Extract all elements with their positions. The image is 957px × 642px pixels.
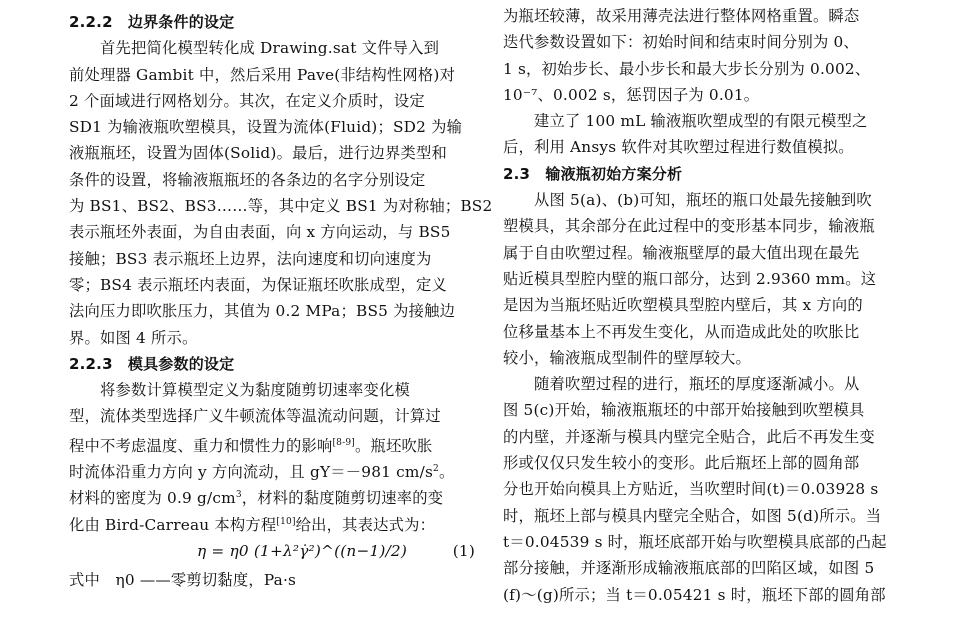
paragraph-line: 法向压力即吹胀压力，其值为 0.2 MPa；BS5 为接触边	[69, 302, 456, 321]
right-column	[503, 3, 925, 608]
paragraph-line: 随着吹塑过程的进行，瓶坯的厚度逐渐减小。从	[534, 375, 860, 394]
equation-number: (1)	[452, 541, 475, 560]
paragraph-line: 是因为当瓶坯贴近吹塑模具型腔内壁后，其 x 方向的	[503, 296, 863, 315]
paragraph-line: 表示瓶坯外表面，为自由表面，向 x 方向运动，与 BS5	[69, 223, 451, 242]
paragraph-line: 建立了 100 mL 输液瓶吹塑成型的有限元模型之	[534, 112, 868, 131]
equation-1	[69, 535, 481, 567]
text-segment: 给出，其表达式为：	[295, 515, 436, 534]
paragraph-line: 的内壁，并逐渐与模具内壁完全贴合，此后不再发生变	[503, 427, 875, 446]
text-segment: 时流体沿重力方向 y 方向流动，且 gY＝－981 cm/s	[69, 463, 434, 482]
section-heading-2-2-2: 2.2.2 边界条件的设定	[69, 13, 235, 31]
paragraph-line: 型，流体类型选择广义牛顿流体等温流动问题，计算过	[69, 407, 441, 426]
paragraph-line	[69, 430, 481, 456]
paragraph-line: 为 BS1、BS2、BS3……等，其中定义 BS1 为对称轴；BS2	[69, 197, 493, 216]
text-segment: 。瓶坯吹胀	[354, 436, 433, 455]
paragraph-line: (f)～(g)所示；当 t＝0.05421 s 时，瓶坯下部的圆角部	[503, 585, 886, 604]
paragraph-line: 零；BS4 表示瓶坯内表面，为保证瓶坯吹胀成型，定义	[69, 275, 448, 294]
section-heading-2-2-3: 2.2.3 模具参数的设定	[69, 354, 235, 373]
paragraph-line: 1 s，初始步长、最小步长和最大步长分别为 0.002、	[503, 59, 871, 78]
superscript: 2	[433, 464, 439, 475]
paragraph-line: SD1 为输液瓶吹塑模具，设置为流体(Fluid)；SD2 为输	[69, 118, 463, 137]
paragraph-line: 接触；BS3 表示瓶坯上边界，法向速度和切向速度为	[69, 249, 432, 268]
paragraph-line: 2 个面域进行网格划分。其次，在定义介质时，设定	[69, 91, 425, 110]
superscript: 3	[235, 490, 242, 501]
paragraph-line: 液瓶瓶坯，设置为固体(Solid)。最后，进行边界类型和	[69, 144, 448, 163]
citation: [10]	[276, 516, 296, 527]
paragraph-line: 部分接触，并逐渐形成输液瓶底部的凹陷区域，如图 5	[503, 559, 875, 578]
paragraph-line: 时，瓶坯上部与模具内壁完全贴合，如图 5(d)所示。当	[503, 506, 882, 525]
text-segment: 化由 Bird-Carreau 本构方程	[69, 515, 277, 534]
paragraph-line	[69, 456, 481, 482]
paragraph-line	[69, 482, 481, 508]
paragraph-line	[69, 509, 481, 535]
paragraph-line: 为瓶坯较薄，故采用薄壳法进行整体网格重置。瞬态	[503, 7, 860, 25]
paragraph-line: 从图 5(a)、(b)可知，瓶坯的瓶口处最先接触到吹	[534, 191, 872, 210]
paragraph-line: 将参数计算模型定义为黏度随剪切速率变化模	[100, 381, 410, 400]
paragraph-line: 形或仅仅只发生较小的变形。此后瓶坯上部的圆角部	[503, 454, 860, 473]
symbol-definition: 式中 η0 ——零剪切黏度，Pa·s	[69, 570, 297, 589]
paragraph-line: 塑模具，其余部分在此过程中的变形基本同步，输液瓶	[503, 217, 875, 236]
left-column	[69, 9, 493, 593]
paragraph-line: 较小，输液瓶成型制件的壁厚较大。	[503, 348, 751, 367]
text-segment: ，材料的黏度随剪切速率的变	[241, 489, 444, 508]
paragraph-line: 首先把简化模型转化成 Drawing.sat 文件导入到	[100, 39, 440, 58]
paragraph-line: 分也开始向模具上方贴近，当吹塑时间(t)＝0.03928 s	[503, 480, 879, 499]
paragraph-line: 位移量基本上不再发生变化，从而造成此处的吹胀比	[503, 322, 860, 341]
paragraph-line: 界。如图 4 所示。	[69, 328, 198, 347]
paragraph-line: t＝0.04539 s 时，瓶坯底部开始与吹塑模具底部的凸起	[503, 532, 887, 551]
paragraph-line: 前处理器 Gambit 中，然后采用 Pave(非结构性网格)对	[69, 65, 456, 84]
text-segment: 。	[438, 463, 455, 482]
paragraph-line: 条件的设置，将输液瓶瓶坯的各条边的名字分别设定	[69, 170, 426, 189]
paragraph-line: 图 5(c)开始，输液瓶瓶坯的中部开始接触到吹塑模具	[503, 401, 865, 420]
text-segment: 程中不考虑温度、重力和惯性力的影响	[69, 436, 333, 455]
text-segment: 材料的密度为 0.9 g/cm	[69, 489, 236, 508]
section-heading-2-3: 2.3 输液瓶初始方案分析	[503, 164, 683, 183]
citation: [8-9]	[332, 437, 355, 448]
paragraph-line: 后，利用 Ansys 软件对其吹塑过程进行数值模拟。	[503, 138, 854, 157]
paragraph-line: 属于自由吹塑过程。输液瓶壁厚的最大值出现在最先	[503, 243, 860, 262]
paragraph-line: 贴近模具型腔内壁的瓶口部分，达到 2.9360 mm。这	[503, 269, 877, 288]
paragraph-line: 10⁻⁷、0.002 s，惩罚因子为 0.01。	[503, 85, 760, 104]
equation-formula: η = η0 (1+λ²γ̇²)^((n−1)/2)	[197, 541, 408, 560]
paragraph-line: 迭代参数设置如下：初始时间和结束时间分别为 0、	[503, 33, 859, 52]
